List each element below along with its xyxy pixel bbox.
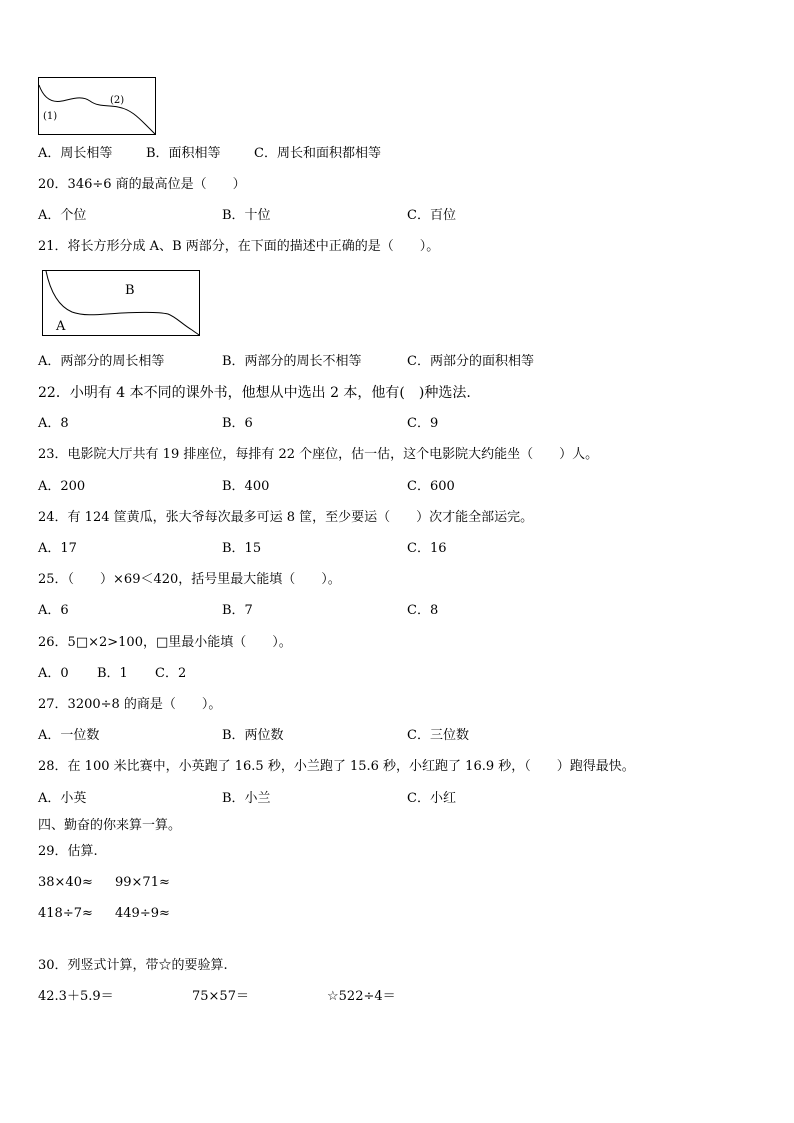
q26-stem: 26．5□×2>100，□里最小能填（ ）。 — [38, 635, 292, 650]
q25-option-c[interactable]: C．8 — [407, 603, 439, 618]
q21-option-c[interactable]: C．两部分的面积相等 — [407, 354, 534, 369]
q19-option-b[interactable]: B．面积相等 — [146, 146, 221, 161]
figure1-label-1: (1) — [43, 111, 58, 122]
q21-option-b[interactable]: B．两部分的周长不相等 — [222, 354, 362, 369]
figure2-label-a: A — [56, 319, 66, 334]
figure1-label-2: (2) — [110, 95, 125, 106]
q30-item-3: ☆522÷4＝ — [327, 989, 396, 1004]
q30-item-2: 75×57＝ — [192, 989, 249, 1004]
q20-stem: 20．346÷6 商的最高位是（ ） — [38, 177, 246, 192]
q28-option-c[interactable]: C．小红 — [407, 791, 456, 806]
q28-option-a[interactable]: A．小英 — [38, 791, 87, 806]
q24-stem: 24．有 124 筐黄瓜，张大爷每次最多可运 8 筐，至少要运（ ）次才能全部运完。 — [38, 510, 534, 525]
section4-heading: 四、勤奋的你来算一算。 — [38, 818, 182, 833]
q22-option-a[interactable]: A．8 — [38, 416, 69, 431]
q24-option-c[interactable]: C．16 — [407, 541, 447, 556]
q22-option-c[interactable]: C．9 — [407, 416, 439, 431]
q28-stem: 28．在 100 米比赛中，小英跑了 16.5 秒，小兰跑了 15.6 秒，小红跑了 16.9 秒，（ ）跑得最快。 — [38, 759, 635, 774]
q26-option-a[interactable]: A．0 — [38, 666, 69, 681]
q24-option-a[interactable]: A．17 — [38, 541, 77, 556]
q25-stem: 25．（ ）×69＜420，括号里最大能填（ ）。 — [38, 572, 341, 587]
q20-option-a[interactable]: A．个位 — [38, 208, 87, 223]
q25-option-b[interactable]: B．7 — [222, 603, 253, 618]
figure-rectangle-divided-2 — [42, 270, 202, 338]
q27-option-c[interactable]: C．三位数 — [407, 728, 469, 743]
q23-stem: 23．电影院大厅共有 19 排座位，每排有 22 个座位，估一估，这个电影院大约能坐（ ）人。 — [38, 447, 599, 462]
q24-option-b[interactable]: B．15 — [222, 541, 262, 556]
figure2-label-b: B — [125, 283, 135, 298]
q29-stem: 29．估算. — [38, 844, 98, 859]
q28-option-b[interactable]: B．小兰 — [222, 791, 271, 806]
q20-option-c[interactable]: C．百位 — [407, 208, 456, 223]
q27-stem: 27．3200÷8 的商是（ ）。 — [38, 697, 222, 712]
q27-option-a[interactable]: A．一位数 — [38, 728, 100, 743]
q21-stem: 21．将长方形分成 A、B 两部分，在下面的描述中正确的是（ ）。 — [38, 239, 440, 254]
q22-option-b[interactable]: B．6 — [222, 416, 253, 431]
figure-rectangle-divided-1 — [38, 77, 158, 137]
q23-option-c[interactable]: C．600 — [407, 479, 455, 494]
q27-option-b[interactable]: B．两位数 — [222, 728, 284, 743]
q23-option-b[interactable]: B．400 — [222, 479, 270, 494]
q30-item-1: 42.3＋5.9＝ — [38, 989, 114, 1004]
q25-option-a[interactable]: A．6 — [38, 603, 69, 618]
q29-item-2: 99×71≈ — [115, 875, 170, 890]
q29-item-4: 449÷9≈ — [115, 906, 170, 921]
q22-stem: 22．小明有 4 本不同的课外书，他想从中选出 2 本，他有( )种选法. — [38, 385, 471, 401]
q19-option-c[interactable]: C．周长和面积都相等 — [254, 146, 381, 161]
q29-item-3: 418÷7≈ — [38, 906, 93, 921]
q26-option-b[interactable]: B．1 — [97, 666, 128, 681]
q19-option-a[interactable]: A．周长相等 — [38, 146, 113, 161]
q20-option-b[interactable]: B．十位 — [222, 208, 271, 223]
q30-stem: 30．列竖式计算，带☆的要验算. — [38, 958, 228, 973]
q23-option-a[interactable]: A．200 — [38, 479, 86, 494]
q29-item-1: 38×40≈ — [38, 875, 93, 890]
q21-option-a[interactable]: A．两部分的周长相等 — [38, 354, 165, 369]
q26-option-c[interactable]: C．2 — [155, 666, 187, 681]
